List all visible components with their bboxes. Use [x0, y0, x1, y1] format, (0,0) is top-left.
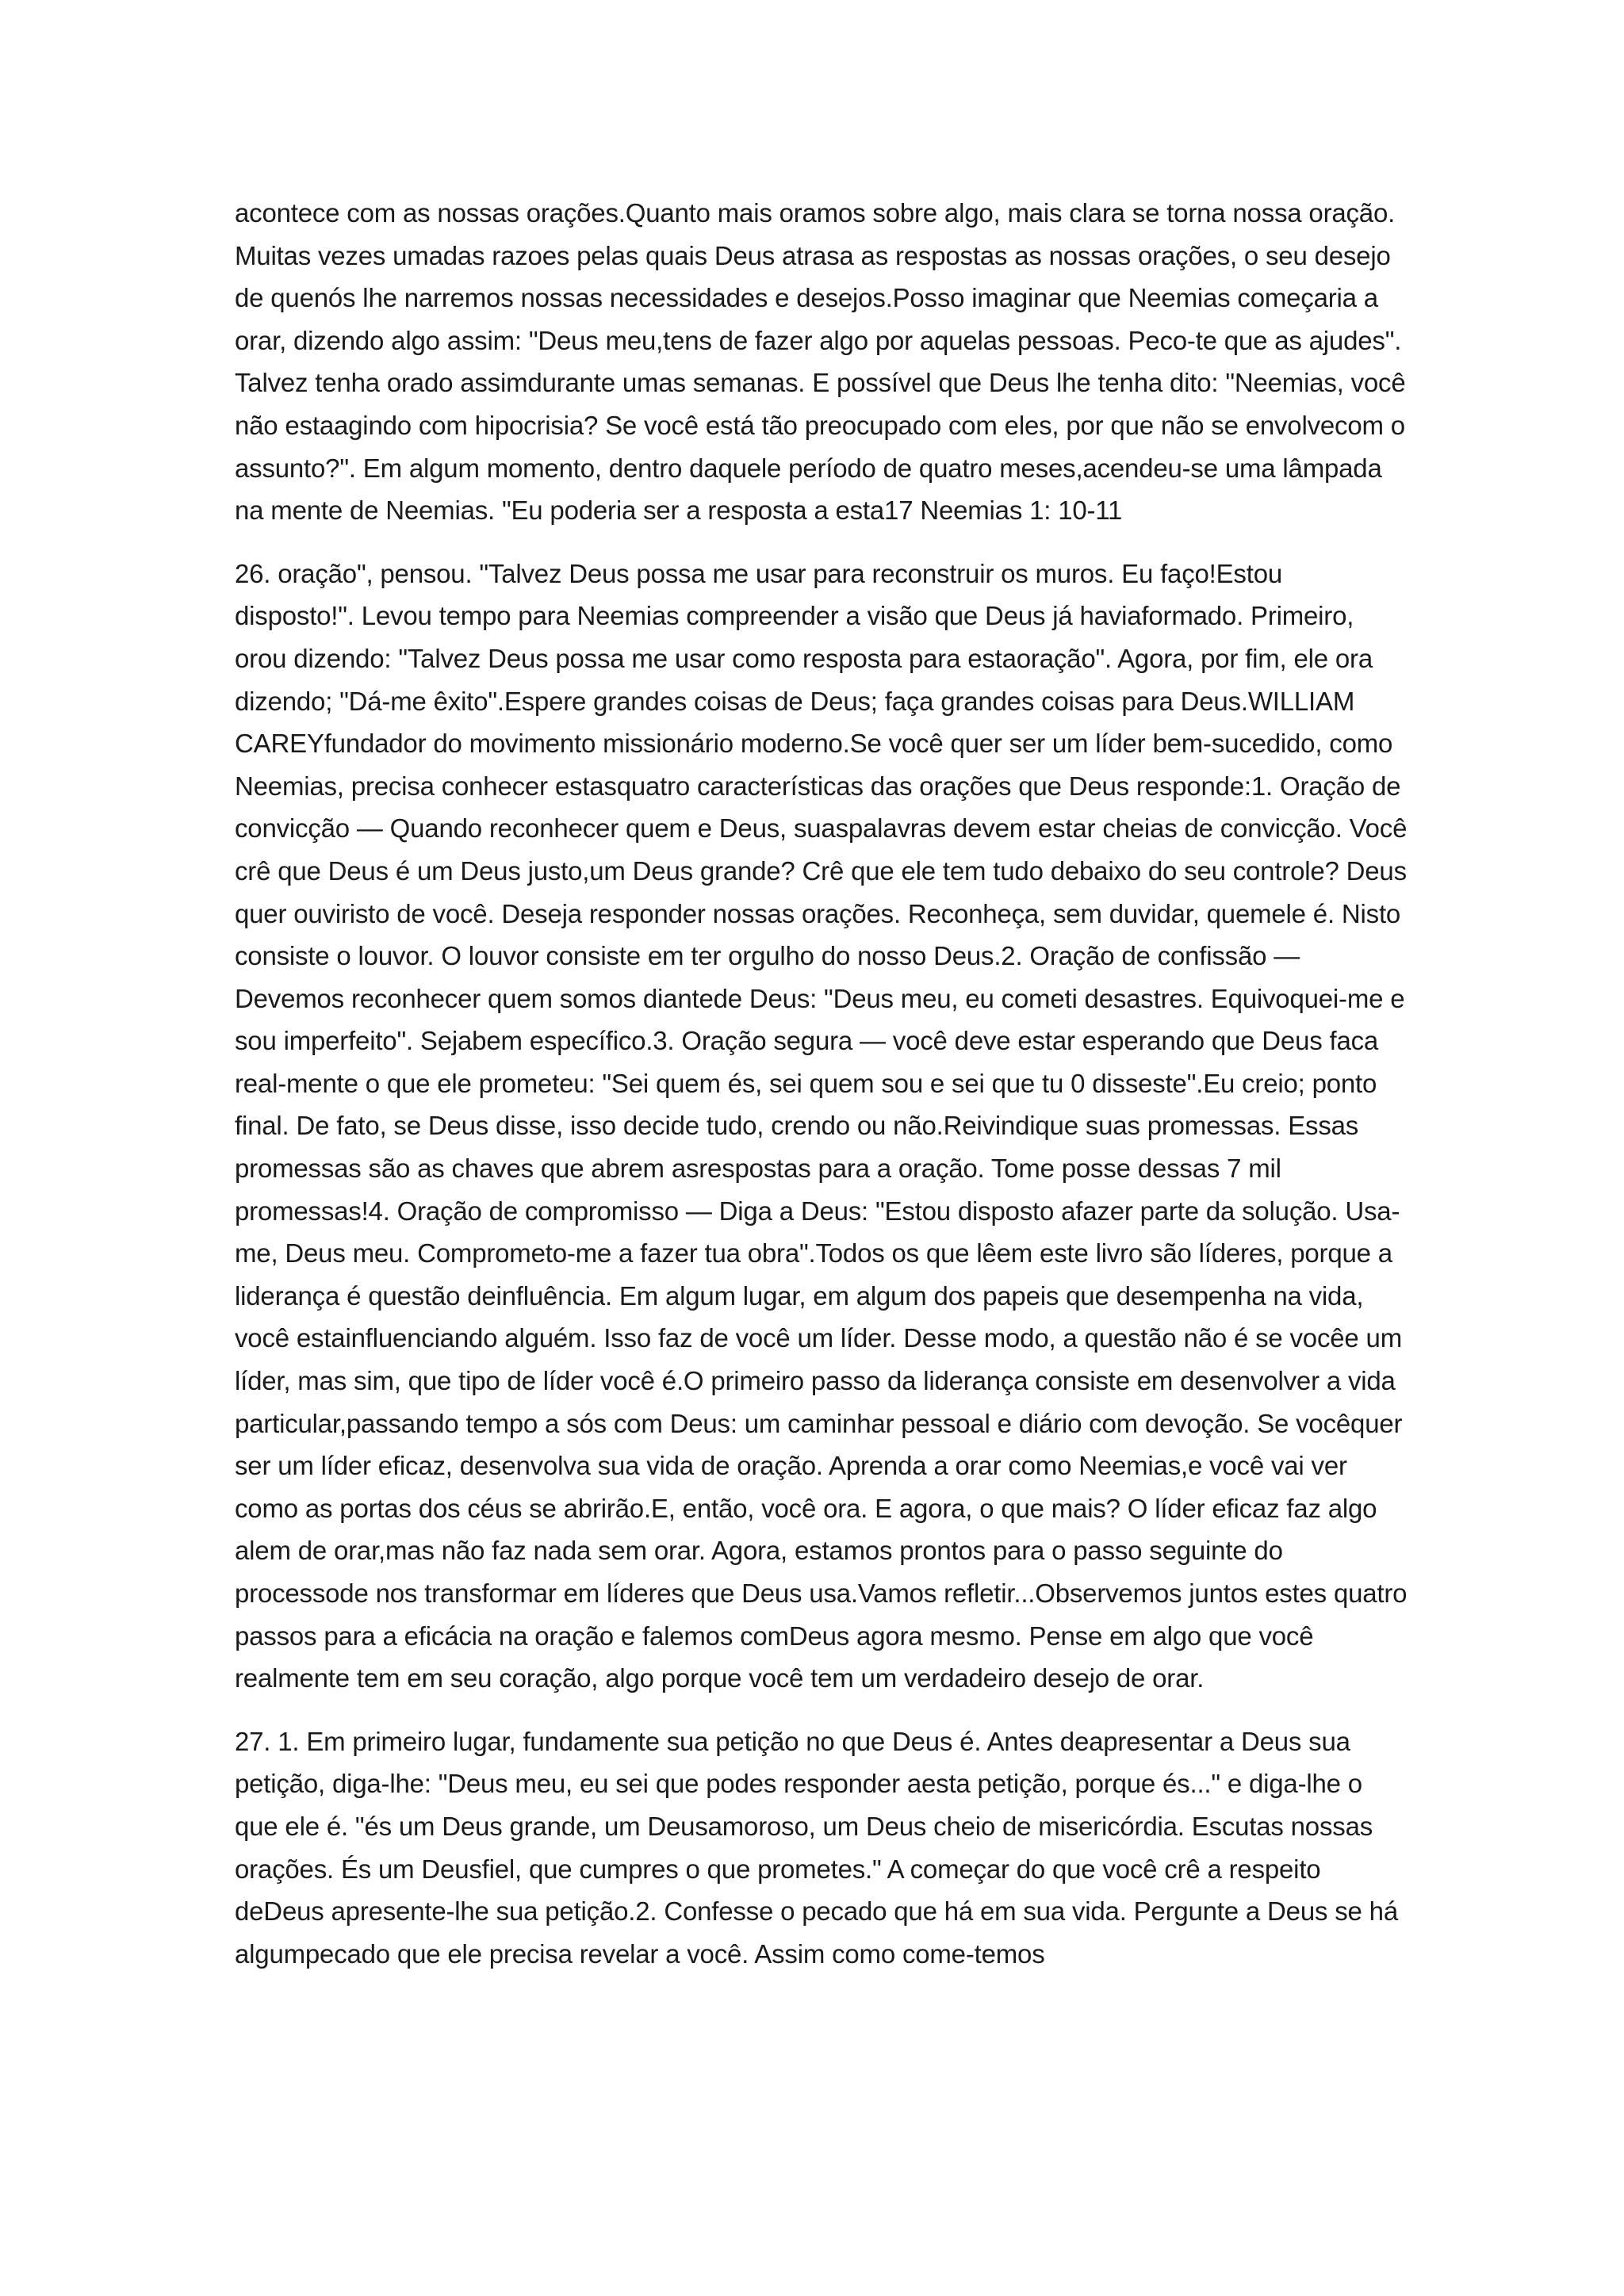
- paragraph-26: 26. oração", pensou. "Talvez Deus possa me usar para reconstruir os muros. Eu faço!Estou disposto!". Levou tempo para Neemias compreender a visão que Deus já haviaformado. Primeiro, orou dizendo: "Talvez Deus possa me usar como resposta para estaoração". Agora, por fim, ele ora dizendo; "Dá-me êxito".Espere grandes coisas de Deus; faça grandes coisas para Deus.WILLIAM CAREYfundador do movimento missionário moderno.Se você quer ser um líder bem-sucedido, como Neemias, precisa conhecer estasquatro características das orações que Deus responde:1. Oração de convicção — Quando reconhecer quem e Deus, suaspalavras devem estar cheias de convicção. Você crê que Deus é um Deus justo,um Deus grande? Crê que ele tem tudo debaixo do seu controle? Deus quer ouviristo de você. Deseja responder nossas orações. Reconheça, sem duvidar, quemele é. Nisto consiste o louvor. O louvor consiste em ter orgulho do nosso Deus.2. Oração de confissão — Devemos reconhecer quem somos diantede Deus: "Deus meu, eu cometi desastres. Equivoquei-me e sou imperfeito". Sejabem específico.3. Oração segura — você deve estar esperando que Deus faca real-mente o que ele prometeu: "Sei quem és, sei quem sou e sei que tu 0 disseste".Eu creio; ponto final. De fato, se Deus disse, isso decide tudo, crendo ou não.Reivindique suas promessas. Essas promessas são as chaves que abrem asrespostas para a oração. Tome posse dessas 7 mil promessas!4. Oração de compromisso — Diga a Deus: "Estou disposto afazer parte da solução. Usa-me, Deus meu. Comprometo-me a fazer tua obra".Todos os que lêem este livro são líderes, porque a liderança é questão deinfluência. Em algum lugar, em algum dos papeis que desempenha na vida, você estainfluenciando alguém. Isso faz de você um líder. Desse modo, a questão não é se vocêe um líder, mas sim, que tipo de líder você é.O primeiro passo da liderança consiste em desenvolver a vida particular,passando tempo a sós com Deus: um caminhar pessoal e diário com devoção. Se vocêquer ser um líder eficaz, desenvolva sua vida de oração. Aprenda a orar como Neemias,e você vai ver como as portas dos céus se abrirão.E, então, você ora. E agora, o que mais? O líder eficaz faz algo alem de orar,mas não faz nada sem orar. Agora, estamos prontos para o passo seguinte do processode nos transformar em líderes que Deus usa.Vamos refletir...Observemos juntos estes quatro passos para a eficácia na oração e falemos comDeus agora mesmo. Pense em algo que você realmente tem em seu coração, algo porque você tem um verdadeiro desejo de orar.: [235, 558, 1408, 1693]
- document-page: [235, 192, 1408, 1975]
- paragraph-continuation: acontece com as nossas orações.Quanto mais oramos sobre algo, mais clara se torna nossa oração. Muitas vezes umadas razoes pelas quais Deus atrasa as respostas as nossas orações, o seu desejo de quenós lhe narremos nossas necessidades e desejos.Posso imaginar que Neemias começaria a orar, dizendo algo assim: "Deus meu,tens de fazer algo por aquelas pessoas. Peco-te que as ajudes". Talvez tenha orado assimdurante umas semanas. E possível que Deus lhe tenha dito: "Neemias, você não estaagindo com hipocrisia? Se você está tão preocupado com eles, por que não se envolvecom o assunto?". Em algum momento, dentro daquele período de quatro meses,acendeu-se uma lâmpada na mente de Neemias. "Eu poderia ser a resposta a esta17 Neemias 1: 10-11: [235, 198, 1406, 526]
- paragraph-27: 27. 1. Em primeiro lugar, fundamente sua petição no que Deus é. Antes deapresentar a Deus sua petição, diga-lhe: "Deus meu, eu sei que podes responder aesta petição, porque és..." e diga-lhe o que ele é. "és um Deus grande, um Deusamoroso, um Deus cheio de misericórdia. Escutas nossas orações. És um Deusfiel, que cumpres o que prometes." A começar do que você crê a respeito deDeus apresente-lhe sua petição.2. Confesse o pecado que há em sua vida. Pergunte a Deus se há algumpecado que ele precisa revelar a você. Assim como come-temos: [235, 1726, 1398, 1969]
